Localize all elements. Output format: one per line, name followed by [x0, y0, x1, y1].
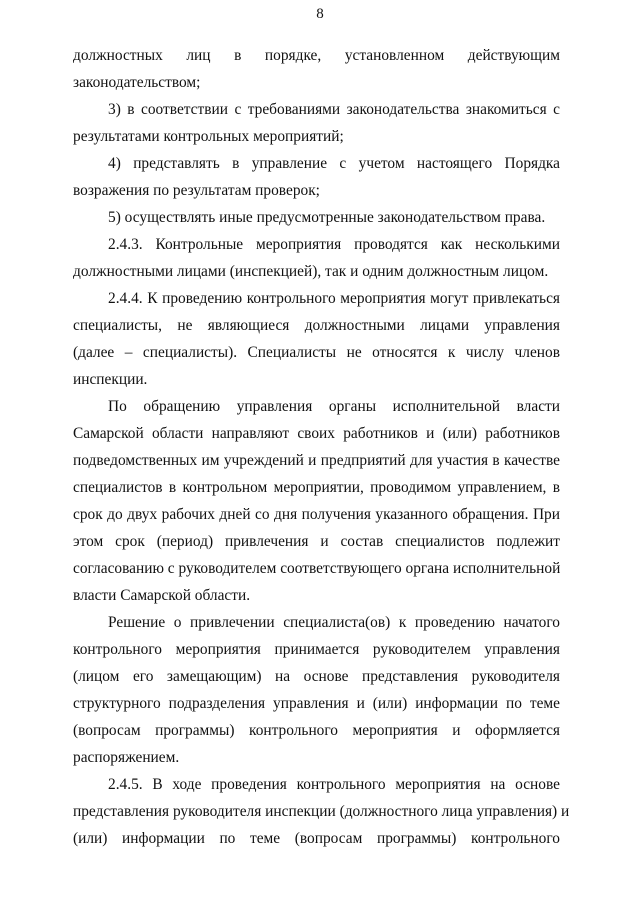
text-line: контрольного мероприятия принимается руководителем управления — [73, 641, 560, 658]
text-line: должностных лиц в порядке, установленном действующим — [73, 47, 560, 64]
text-line: специалистов в контрольном мероприятии, проводимом управлением, в — [73, 479, 560, 496]
text-line: (лицом его замещающим) на основе представления руководителя — [73, 668, 560, 685]
text-line: возражения по результатам проверок; — [73, 182, 320, 199]
text-line: 3) в соответствии с требованиями законодательства знакомиться с — [108, 101, 560, 118]
text-line: распоряжением. — [73, 749, 180, 766]
text-line: 5) осуществлять иные предусмотренные законодательством права. — [108, 209, 546, 226]
text-line: результатами контрольных мероприятий; — [73, 128, 344, 145]
text-line: должностными лицами (инспекцией), так и одним должностным лицом. — [73, 263, 549, 280]
text-line: Решение о привлечении специалиста(ов) к проведению начатого — [108, 614, 560, 631]
document-body — [73, 42, 570, 852]
text-line: согласованию с руководителем соответствующего органа исполнительной — [73, 560, 561, 577]
text-line: законодательством; — [73, 74, 201, 91]
text-line: (или) информации по теме (вопросам программы) контрольного — [73, 830, 560, 847]
text-line: этом срок (период) привлечения и состав специалистов подлежит — [73, 533, 560, 550]
text-line: представления руководителя инспекции (должностного лица управления) и — [73, 803, 570, 820]
text-line: Самарской области направляют своих работников и (или) работников — [73, 425, 560, 442]
text-line: (далее – специалисты). Специалисты не относятся к числу членов — [73, 344, 560, 361]
page-number: 8 — [316, 6, 324, 22]
text-line: инспекции. — [73, 371, 148, 388]
text-line: срок до двух рабочих дней со дня получения указанного обращения. При — [73, 506, 560, 523]
text-line: специалисты, не являющиеся должностными лицами управления — [73, 317, 560, 334]
text-line: структурного подразделения управления и (или) информации по теме — [73, 695, 560, 712]
text-line: власти Самарской области. — [73, 587, 251, 604]
text-line: 4) представлять в управление с учетом настоящего Порядка — [108, 155, 560, 172]
text-line: 2.4.3. Контрольные мероприятия проводятся как несколькими — [108, 236, 560, 253]
text-line: подведомственных им учреждений и предприятий для участия в качестве — [73, 452, 560, 469]
text-line: 2.4.5. В ходе проведения контрольного мероприятия на основе — [108, 776, 560, 793]
text-line: 2.4.4. К проведению контрольного мероприятия могут привлекаться — [108, 290, 560, 307]
text-line: По обращению управления органы исполнительной власти — [108, 398, 560, 415]
text-line: (вопросам программы) контрольного мероприятия и оформляется — [73, 722, 560, 739]
